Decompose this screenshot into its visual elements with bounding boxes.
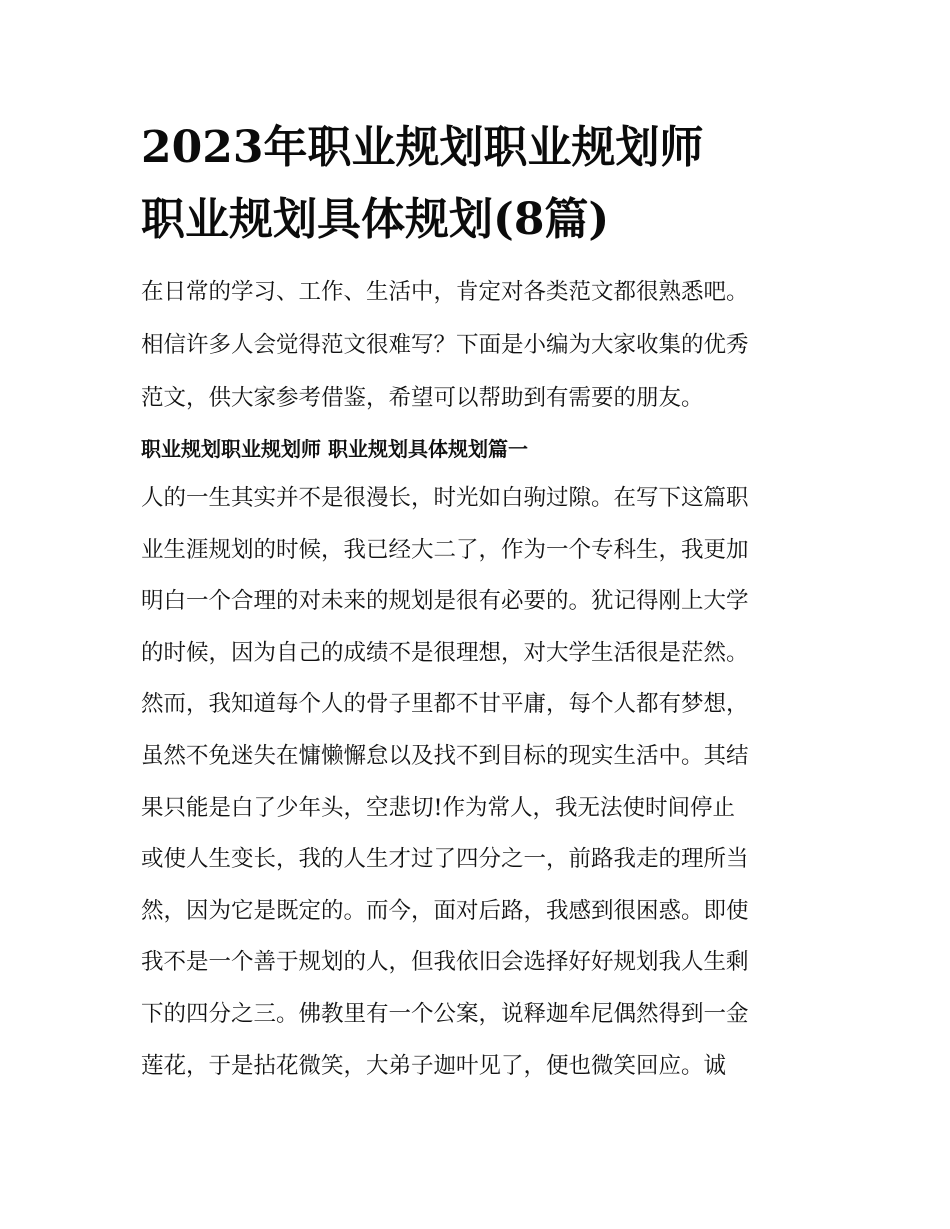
body-paragraph [141,473,813,1092]
body-line: 或使人生变长，我的人生才过了四分之一，前路我走的理所当 [141,846,749,873]
intro-paragraph [141,266,813,425]
intro-line: 相信许多人会觉得范文很难写？下面是小编为大家收集的优秀 [141,332,749,358]
body-line: 明白一个合理的对未来的规划是很有必要的。犹记得刚上大学 [141,588,749,615]
body-line: 虽然不免迷失在慵懒懈怠以及找不到目标的现实生活中。其结 [141,742,749,769]
document-page [141,112,813,1092]
body-line: 下的四分之三。佛教里有一个公案，说释迦牟尼偶然得到一金 [141,1000,749,1027]
body-line: 然，因为它是既定的。而今，面对后路，我感到很困惑。即使 [141,897,749,924]
title-line: 职业规划具体规划(8篇) [141,194,610,245]
document-title [141,112,813,256]
body-line: 我不是一个善于规划的人，但我依旧会选择好好规划我人生剩 [141,949,749,976]
body-line: 莲花，于是拈花微笑，大弟子迦叶见了，便也微笑回应。诚 [141,1052,727,1079]
intro-line: 范文，供大家参考借鉴，希望可以帮助到有需要的朋友。 [141,385,704,411]
intro-line: 在日常的学习、工作、生活中，肯定对各类范文都很熟悉吧。 [141,279,749,305]
body-line: 然而，我知道每个人的骨子里都不甘平庸，每个人都有梦想， [141,691,749,718]
body-line: 果只能是白了少年头，空悲切!作为常人，我无法使时间停止 [141,794,736,821]
title-line: 2023年职业规划职业规划师 [141,122,704,173]
body-line: 人的一生其实并不是很漫长，时光如白驹过隙。在写下这篇职 [141,485,749,511]
body-line: 的时候，因为自己的成绩不是很理想，对大学生活很是茫然。 [141,639,749,666]
section-title: 职业规划职业规划师 职业规划具体规划篇一 [141,437,528,461]
body-line: 业生涯规划的时候，我已经大二了，作为一个专科生，我更加 [141,536,749,563]
